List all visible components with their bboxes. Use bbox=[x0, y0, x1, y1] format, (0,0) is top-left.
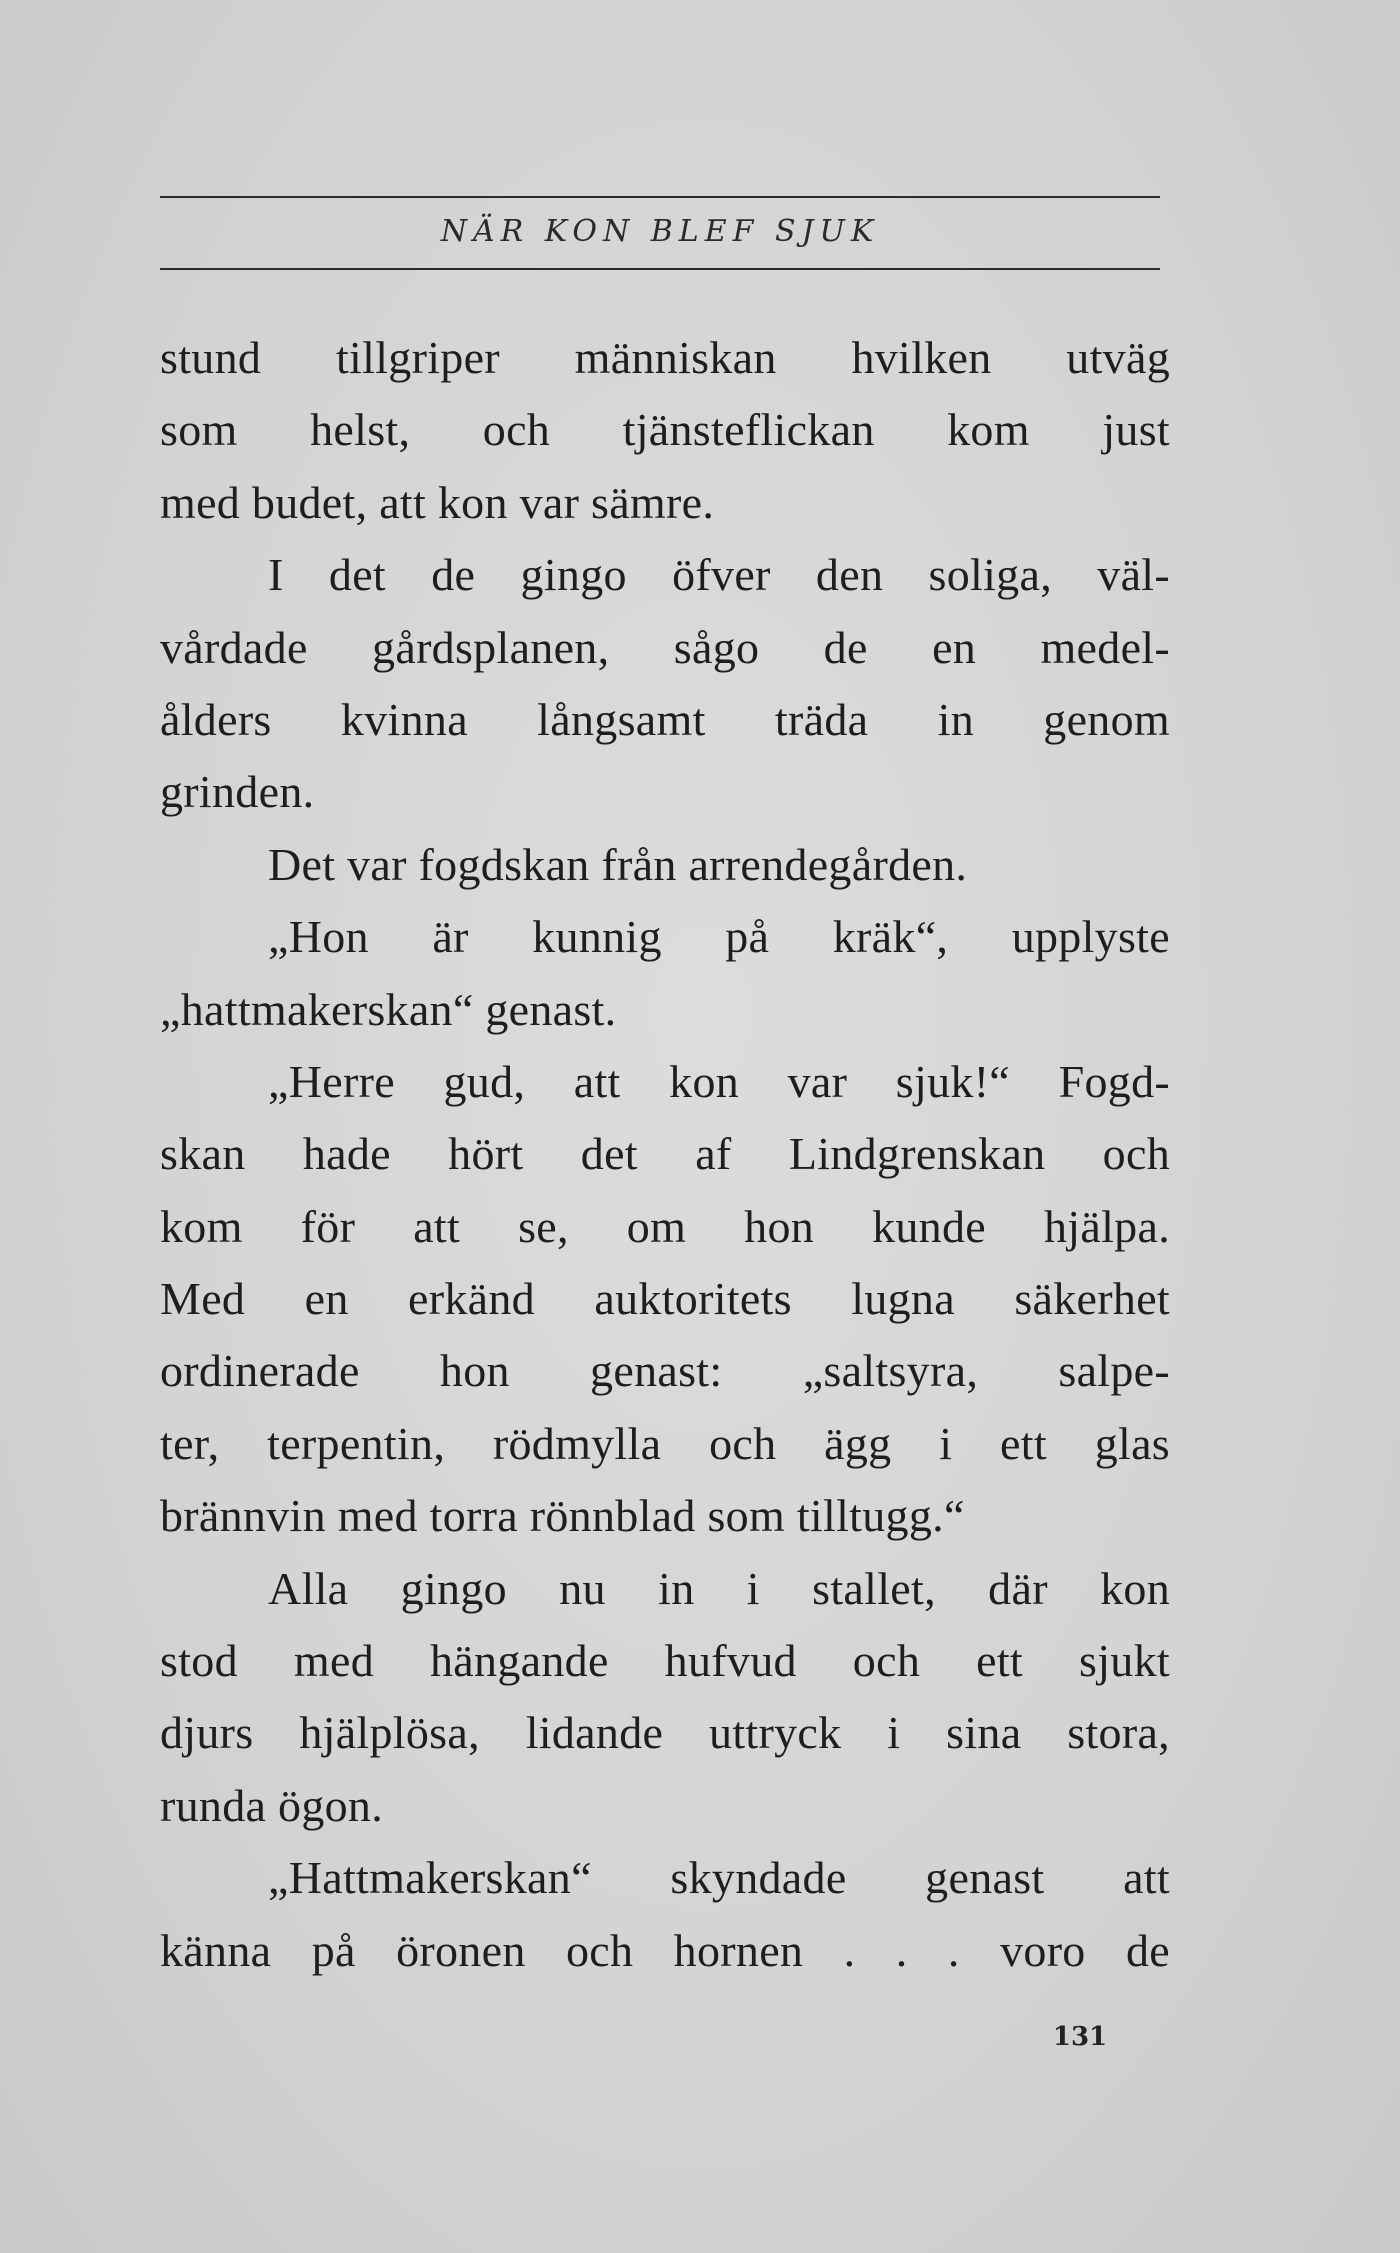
text-line: Alla gingo nu in i stallet, där kon bbox=[268, 1562, 1170, 1614]
text-line: ålders kvinna långsamt träda in genom bbox=[160, 693, 1170, 745]
text-line: som helst, och tjänsteflickan kom just bbox=[160, 404, 1170, 456]
text-line: ter, terpentin, rödmylla och ägg i ett glas bbox=[160, 1417, 1170, 1469]
text-line: „Herre gud, att kon var sjuk!“ Fogd- bbox=[268, 1055, 1170, 1107]
text-line: vårdade gårdsplanen, sågo de en medel- bbox=[160, 621, 1170, 673]
text-line: skan hade hört det af Lindgrenskan och bbox=[160, 1128, 1170, 1180]
text-line: runda ögon. bbox=[160, 1779, 384, 1831]
text-line: Det var fogdskan från arrendegården. bbox=[268, 838, 968, 890]
body-text bbox=[160, 322, 1170, 1987]
text-line: grinden. bbox=[160, 766, 315, 818]
text-line: stod med hängande hufvud och ett sjukt bbox=[160, 1635, 1170, 1687]
header-rule-bottom bbox=[160, 268, 1160, 270]
page-number: 131 bbox=[1052, 2022, 1108, 2052]
running-head: NÄR KON BLEF SJUK bbox=[440, 214, 880, 249]
text-line: „Hon är kunnig på kräk“, upplyste bbox=[268, 911, 1170, 963]
text-line: känna på öronen och hornen . . . voro de bbox=[160, 1924, 1170, 1976]
text-line: djurs hjälplösa, lidande uttryck i sina stora, bbox=[160, 1707, 1170, 1759]
text-line: med budet, att kon var sämre. bbox=[160, 476, 715, 528]
text-line: I det de gingo öfver den soliga, väl- bbox=[268, 549, 1170, 601]
text-line: Med en erkänd auktoritets lugna säkerhet bbox=[160, 1273, 1170, 1325]
text-line: „hattmakerskan“ genast. bbox=[160, 983, 617, 1035]
text-line: stund tillgriper människan hvilken utväg bbox=[160, 332, 1170, 383]
text-line: ordinerade hon genast: „saltsyra, salpe- bbox=[160, 1345, 1170, 1397]
text-line: „Hattmakerskan“ skyndade genast att bbox=[268, 1852, 1170, 1904]
text-line: kom för att se, om hon kunde hjälpa. bbox=[160, 1200, 1170, 1252]
header-rule-top bbox=[160, 196, 1160, 198]
text-line: brännvin med torra rönnblad som tilltugg.“ bbox=[160, 1490, 965, 1542]
